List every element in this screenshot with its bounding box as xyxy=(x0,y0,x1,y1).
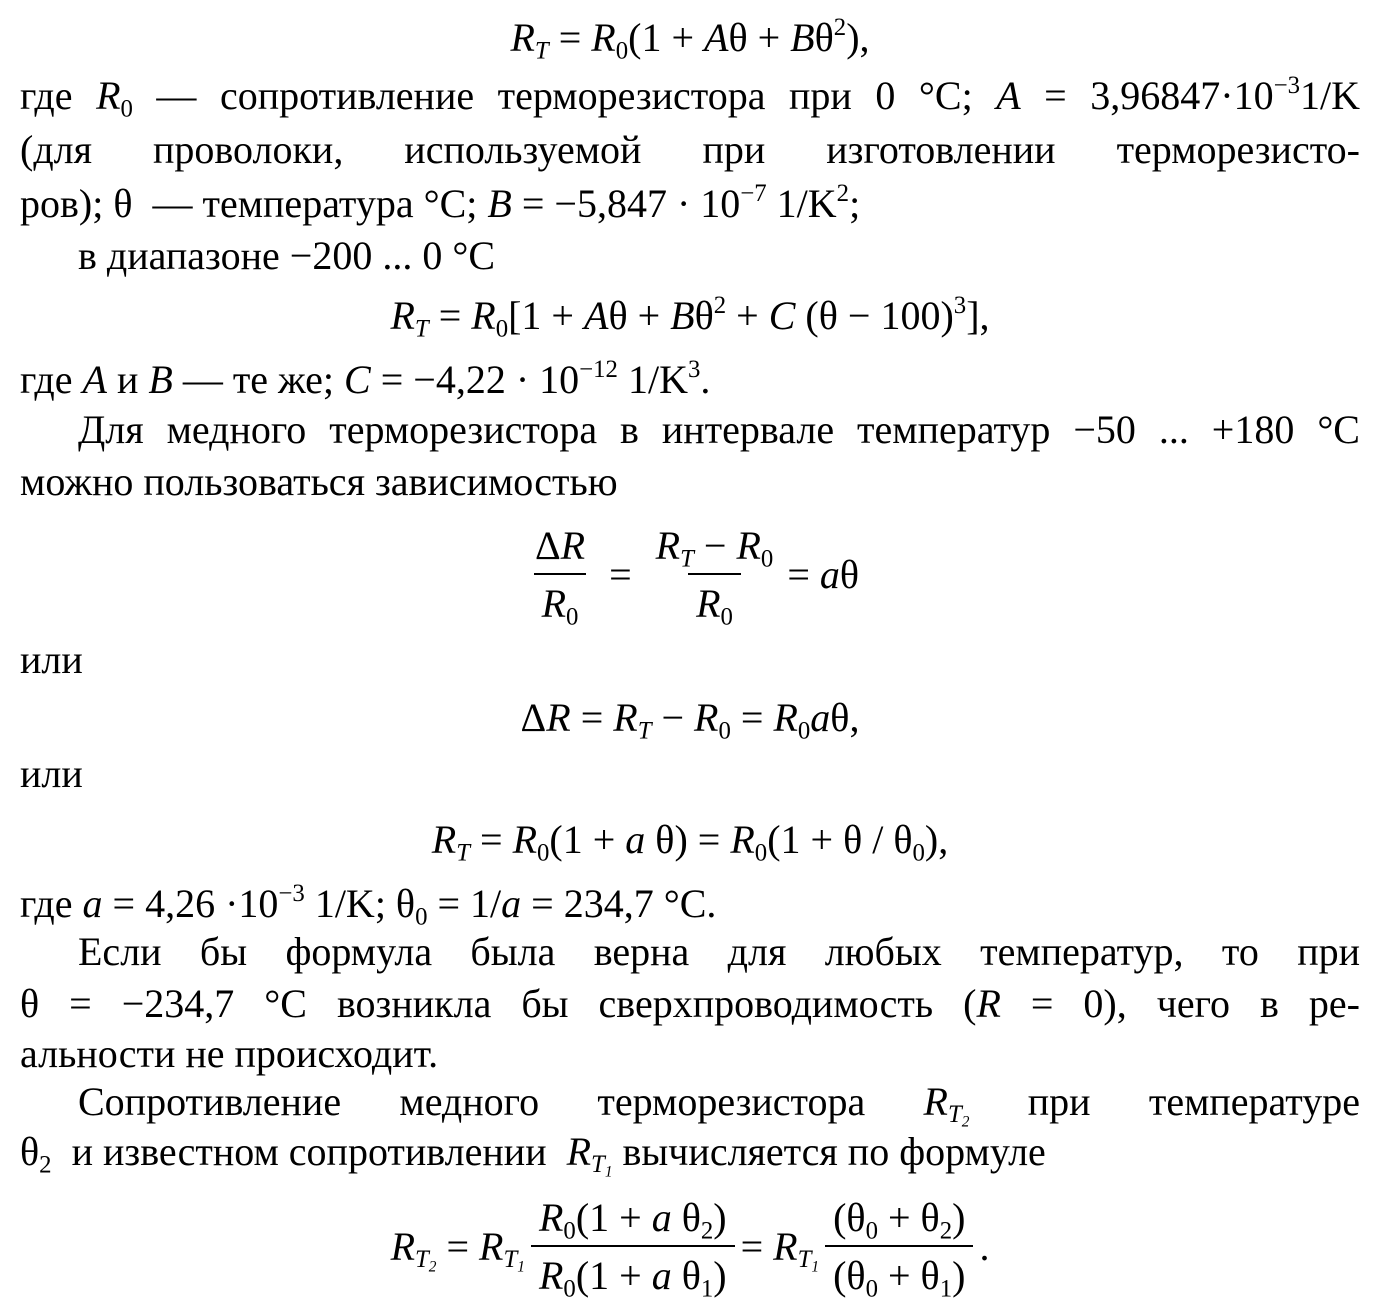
fraction-delta-r: $\frac{\Delta R}{R_0}$ xyxy=(534,523,586,631)
formula-delta-r: $\Delta R = R_T - R_0 = R_0a\theta$, xyxy=(520,695,860,745)
text-line-5: где A и B — те же; $C = -4,22 \cdot 10^{-12}$ $1/K^3$. xyxy=(20,355,711,402)
text-line-1: где $R_0$ — сопротивление терморезистора при 0 °С; $A = 3,96847\cdot 10^{-3}1/K$ xyxy=(20,71,1360,123)
text-line-6: Для медного терморезистора в интервале температур −50 ... +180 °С xyxy=(78,407,1360,452)
formula-pt-below-zero: $R_T = R_0[1 + A\theta + B\theta^2 + C$ $(\theta - 100)^3$], xyxy=(390,291,990,343)
text-or-1: или xyxy=(20,637,83,682)
text-line-11: альности не происходит. xyxy=(20,1031,439,1076)
fraction-theta-terms: $\frac{(\theta_0 + \theta_2)}{(\theta_0 + \theta_1)}$ xyxy=(825,1195,973,1299)
text-line-2: (для проволоки, используемой при изготовлении терморезисто- xyxy=(20,127,1360,172)
fraction-r0-terms: $\frac{R_0(1 + a \theta_2)}{R_0(1 + a \theta_1)}$ xyxy=(531,1195,735,1299)
formula-relative-change: $\frac{\Delta R}{R_0}$ = $\frac{R_T - R_0}{R_0}$ = aθ xyxy=(20,520,1360,630)
text-line-4: в диапазоне −200 ... 0 °С xyxy=(78,233,495,278)
text-line-7: можно пользоваться зависимостью xyxy=(20,459,618,504)
fraction-rt-minus-r0: $\frac{R_T - R_0}{R_0}$ xyxy=(655,523,774,631)
text-line-8: где $a = 4,26 \cdot 10^{-3}$ 1/K; $\theta_0 = 1/a = 234,7$ °С. xyxy=(20,879,717,931)
text-line-10: θ = −234,7 °С возникла бы сверхпроводимость (R = 0), чего в ре- xyxy=(20,981,1360,1026)
text-line-13: $\theta_2$ и известном сопротивлении $R_{T_1}$ вычисляется по формуле xyxy=(20,1129,1046,1182)
formula-rt: $R_T = R_0(1 + a$ $\theta) = R_0(1 + \theta / \theta_0)$, xyxy=(431,817,949,867)
text-line-9: Если бы формула была верна для любых температур, то при xyxy=(78,929,1360,974)
formula-final: $R_{T_2} = R_{T_1}$ $\frac{R_0(1 + a \theta_2)}{R_0(1 + a \theta_1)}$ = $R_{T_1}$ $\frac{(\theta_0 + \theta_2)}{(\theta_0 + \theta_1)}$ . xyxy=(390,1195,990,1303)
text-line-3: ров); θ — температура °С; $B = -5,847 \cdot 10^{-7}$ $1/K^2$; xyxy=(20,179,861,226)
text-or-2: или xyxy=(20,751,83,796)
text-line-12: Сопротивление медного терморезистора $R_{T_2}$ при температуре xyxy=(78,1079,1360,1132)
formula-pt-above-zero: $R_T = R_0(1 + A\theta + B\theta^2)$, xyxy=(510,13,870,65)
